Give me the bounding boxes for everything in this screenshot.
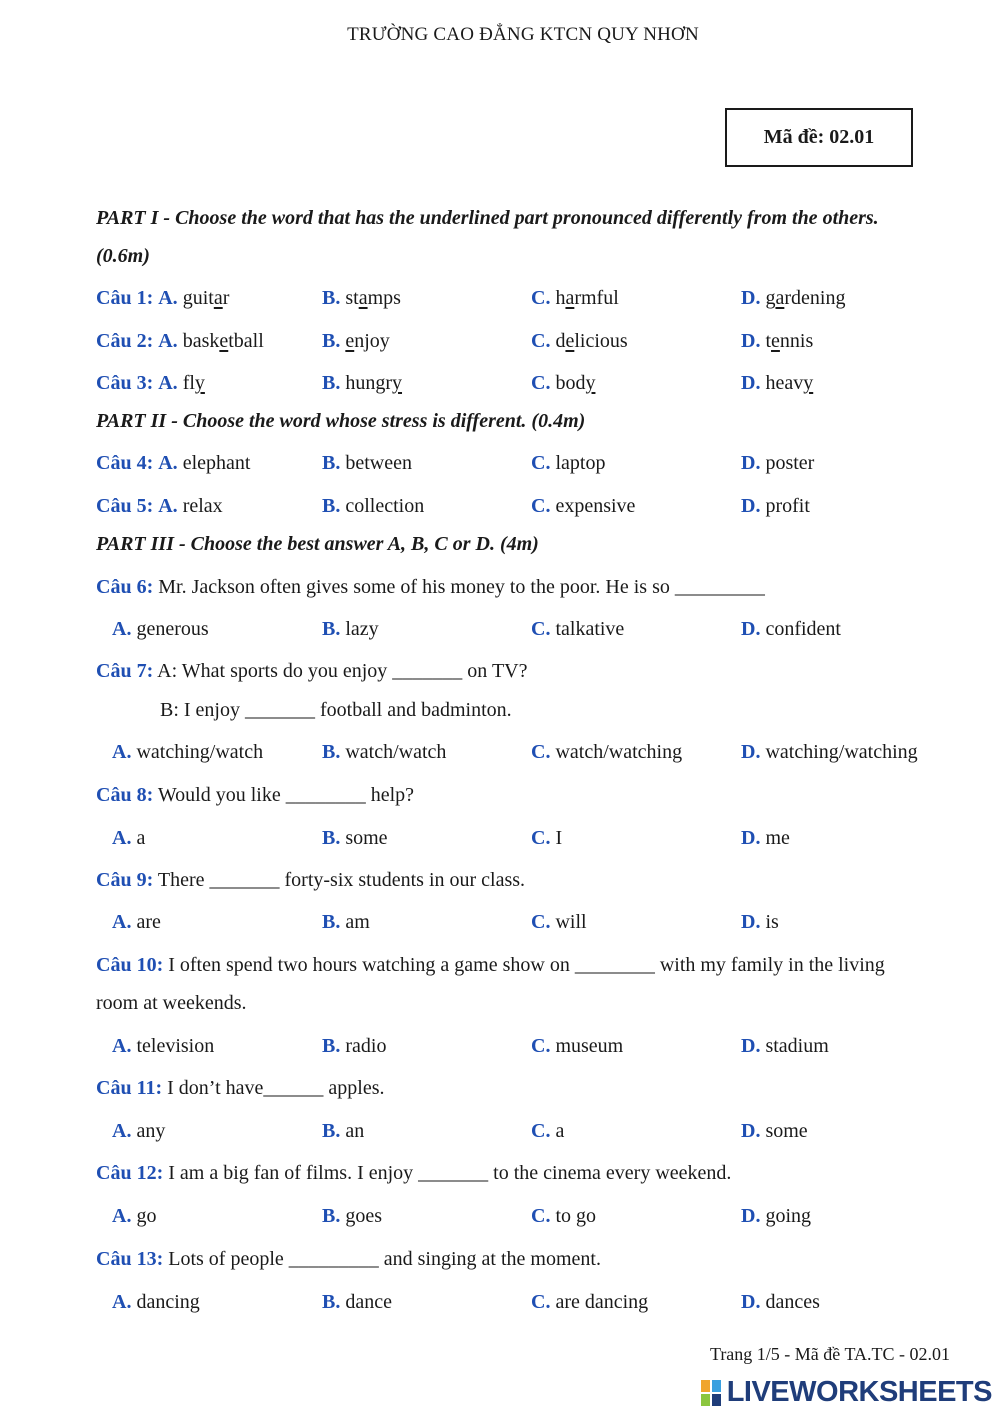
option-b[interactable]: B. hungry [322,372,403,394]
option-letter: A. [158,372,178,394]
option-letter: B. [322,287,341,309]
option-letter: A. [158,495,178,517]
option-d[interactable]: D. profit [741,495,810,517]
option-a[interactable]: A. dancing [112,1291,200,1313]
option-b[interactable]: B. watch/watch [322,741,447,763]
option-d[interactable]: D. going [741,1205,812,1227]
liveworksheets-logo[interactable] [701,1376,992,1409]
option-b[interactable]: B. collection [322,495,425,517]
option-d[interactable]: D. gardening [741,287,846,309]
option-b[interactable]: B. radio [322,1035,387,1057]
question-10 [96,954,885,977]
option-b[interactable]: B. am [322,911,370,933]
option-letter: B. [322,330,341,352]
option-b[interactable]: B. enjoy [322,330,390,352]
option-b[interactable]: B. dance [322,1291,392,1313]
option-d[interactable]: D. stadium [741,1035,829,1057]
option-b[interactable]: B. stamps [322,287,401,309]
option-letter: A. [158,330,178,352]
option-c[interactable]: C. harmful [531,287,619,309]
question-11 [96,1077,385,1100]
question-number: Câu 7: [96,660,154,682]
question-number: Câu 10: [96,954,164,976]
page-footer: Trang 1/5 - Mã đề TA.TC - 02.01 [709,1344,950,1364]
part1-points: (0.6m) [96,245,150,267]
option-d[interactable]: D. heavy [741,372,814,394]
question-9 [96,869,525,892]
question-number: Câu 8: [96,784,154,806]
option-c[interactable]: C. to go [531,1205,597,1227]
part2-title: PART II - Choose the word whose stress is different. (0.4m) [96,410,586,432]
question-text: I often spend two hours watching a game show on ________ with my family in the living [168,954,885,976]
option-b[interactable]: B. an [322,1120,365,1142]
option-c[interactable]: C. I [531,827,563,849]
option-c[interactable]: C. watch/watching [531,741,683,763]
option-d[interactable]: D. confident [741,618,841,640]
option-a[interactable]: A. are [112,911,161,933]
exam-code-box [725,108,913,167]
question-text-line2: room at weekends. [96,992,247,1014]
question-text: Lots of people _________ and singing at the moment. [168,1248,601,1270]
option-a[interactable]: A. watching/watch [112,741,264,763]
option-letter: D. [741,330,761,352]
option-letter: A. [158,452,178,474]
question-number: Câu 3: [96,372,154,394]
option-c[interactable]: C. delicious [531,330,628,352]
question-number: Câu 13: [96,1248,164,1270]
option-b[interactable]: B. between [322,452,412,474]
option-c[interactable]: C. body [531,372,596,394]
option-b[interactable]: B. goes [322,1205,383,1227]
question-number: Câu 9: [96,869,154,891]
option-a[interactable]: A. generous [112,618,209,640]
option-b[interactable]: B. some [322,827,388,849]
option-c[interactable]: C. are dancing [531,1291,649,1313]
option-a[interactable]: elephant [182,452,251,474]
option-d[interactable]: D. poster [741,452,815,474]
option-c[interactable]: C. a [531,1120,565,1142]
option-letter: B. [322,372,341,394]
option-d[interactable]: D. dances [741,1291,820,1313]
option-letter: D. [741,372,761,394]
option-d[interactable]: D. me [741,827,790,849]
question-12 [96,1162,731,1185]
option-a[interactable]: guitar [182,287,230,309]
option-a[interactable]: A. go [112,1205,157,1227]
question-text: Mr. Jackson often gives some of his money to the poor. He is so _________ [158,576,765,598]
option-letter: C. [531,287,551,309]
option-c[interactable]: C. museum [531,1035,624,1057]
option-d[interactable]: D. some [741,1120,808,1142]
option-c[interactable]: C. expensive [531,495,636,517]
question-2 [96,330,264,353]
question-number: Câu 1: [96,287,154,309]
option-letter: A. [158,287,178,309]
question-number: Câu 5: [96,495,154,517]
question-7 [96,660,527,683]
option-a[interactable]: A. television [112,1035,215,1057]
option-letter: C. [531,330,551,352]
option-letter: C. [531,372,551,394]
option-d[interactable]: D. tennis [741,330,814,352]
option-b[interactable]: B. lazy [322,618,379,640]
question-number: Câu 12: [96,1162,164,1184]
option-d[interactable]: D. is [741,911,779,933]
question-text: Would you like ________ help? [157,784,415,806]
question-4 [96,452,250,475]
option-a[interactable]: A. a [112,827,146,849]
question-text: There _______ forty-six students in our class. [157,869,526,891]
option-c[interactable]: C. talkative [531,618,625,640]
question-6 [96,576,765,599]
liveworksheets-logo-icon [701,1379,723,1407]
option-c[interactable]: C. will [531,911,587,933]
question-text: I don’t have______ apples. [167,1077,385,1099]
liveworksheets-brand: LIVEWORKSHEETS [726,1376,992,1408]
question-text: A: What sports do you enjoy _______ on TV? [157,660,528,682]
question-text-line2: B: I enjoy _______ football and badminton. [160,699,512,721]
school-name: TRƯỜNG CAO ĐẲNG KTCN QUY NHƠN [347,24,699,45]
option-letter: D. [741,287,761,309]
question-number: Câu 4: [96,452,154,474]
option-a[interactable]: A. any [112,1120,166,1142]
option-a[interactable]: relax [182,495,223,517]
question-3 [96,372,205,395]
exam-code: Mã đề: 02.01 [763,126,875,148]
question-8 [96,784,414,807]
question-13 [96,1248,601,1271]
option-c[interactable]: C. laptop [531,452,606,474]
question-text: I am a big fan of films. I enjoy _______ to the cinema every weekend. [168,1162,732,1184]
question-5 [96,495,223,518]
question-1 [96,287,229,310]
question-number: Câu 2: [96,330,154,352]
part1-title: PART I - Choose the word that has the underlined part pronounced differently from the others. [96,207,879,229]
part3-title: PART III - Choose the best answer A, B, C or D. (4m) [96,533,539,555]
option-a[interactable]: fly [182,372,205,394]
question-number: Câu 6: [96,576,154,598]
option-a[interactable]: basketball [182,330,264,352]
option-d[interactable]: D. watching/watching [741,741,918,763]
question-number: Câu 11: [96,1077,163,1099]
